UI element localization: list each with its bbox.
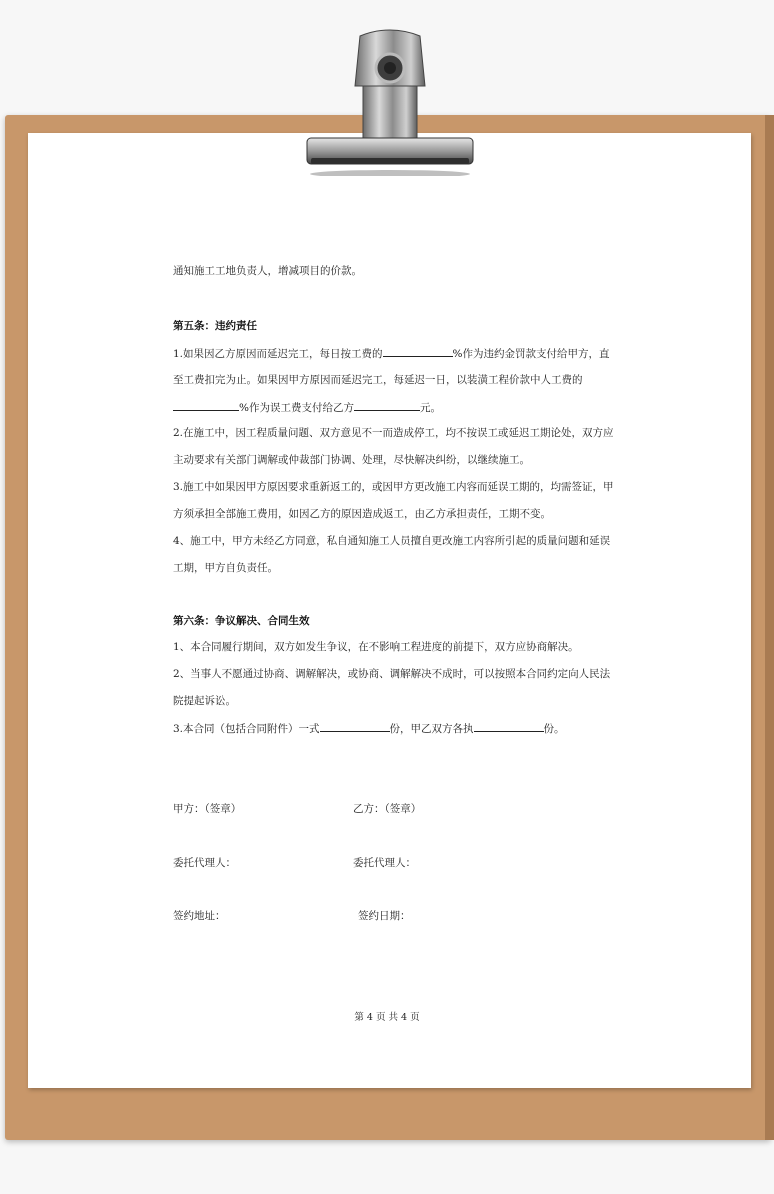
intro-paragraph: 通知施工工地负责人，增减项目的价款。	[173, 265, 362, 277]
section-5-clause-4-line-1: 4、施工中，甲方未经乙方同意，私自通知施工人员擅自更改施工内容所引起的质量问题和延误	[173, 535, 611, 547]
section-5-clause-2-line-1: 2.在施工中，因工程质量问题、双方意见不一而造成停工，均不按误工或延迟工期论处，双方应	[173, 427, 614, 439]
copies-count-blank[interactable]	[320, 721, 390, 732]
clipboard-edge	[765, 115, 774, 1140]
section-6-clause-3: 3.本合同（包括合同附件）一式 份，甲乙双方各执 份。	[173, 723, 565, 735]
signing-address: 签约地址：	[173, 910, 226, 922]
delay-rate-blank[interactable]	[173, 400, 239, 411]
copies-each-blank[interactable]	[474, 721, 544, 732]
section-5-clause-1-line-1: 1.如果因乙方原因而延迟完工，每日按工费的 %作为违约金罚款支付给甲方，直	[173, 348, 610, 360]
section-6-clause-2-line-2: 院提起诉讼。	[173, 695, 236, 707]
section-6-title: 第六条：争议解决、合同生效	[173, 615, 310, 627]
section-5-clause-1-line-3: %作为误工费支付给乙方 元。	[173, 400, 441, 415]
party-b-agent: 委托代理人：	[353, 857, 416, 869]
binder-clip-icon	[305, 26, 475, 176]
section-6-clause-1: 1、本合同履行期间，双方如发生争议，在不影响工程进度的前提下，双方应协商解决。	[173, 641, 579, 653]
party-a-agent: 委托代理人：	[173, 857, 236, 869]
section-5-clause-2-line-2: 主动要求有关部门调解或仲裁部门协调、处理，尽快解决纠纷，以继续施工。	[173, 454, 530, 466]
delay-amount-blank[interactable]	[354, 400, 420, 411]
section-6-clause-2-line-1: 2、当事人不愿通过协商、调解解决，或协商、调解解决不成时，可以按照本合同约定向人民法	[173, 668, 611, 680]
section-5-clause-3-line-1: 3.施工中如果因甲方原因要求重新返工的，或因甲方更改施工内容而延误工期的，均需签证，甲	[173, 481, 614, 493]
party-a-signature: 甲方：（签章）	[173, 803, 242, 815]
page-number: 第 4 页 共 4 页	[354, 1012, 420, 1023]
section-5-clause-1-line-2: 至工费扣完为止。如果因甲方原因而延迟完工，每延迟一日，以装潢工程价款中人工费的	[173, 374, 583, 386]
penalty-rate-blank[interactable]	[383, 346, 453, 357]
section-5-clause-3-line-2: 方须承担全部施工费用，如因乙方的原因造成返工，由乙方承担责任，工期不变。	[173, 508, 551, 520]
document-page	[28, 133, 751, 1088]
section-5-title: 第五条：违约责任	[173, 320, 257, 332]
party-b-signature: 乙方：（签章）	[353, 803, 422, 815]
section-5-clause-4-line-2: 工期，甲方自负责任。	[173, 562, 278, 574]
signing-date: 签约日期：	[358, 910, 411, 922]
